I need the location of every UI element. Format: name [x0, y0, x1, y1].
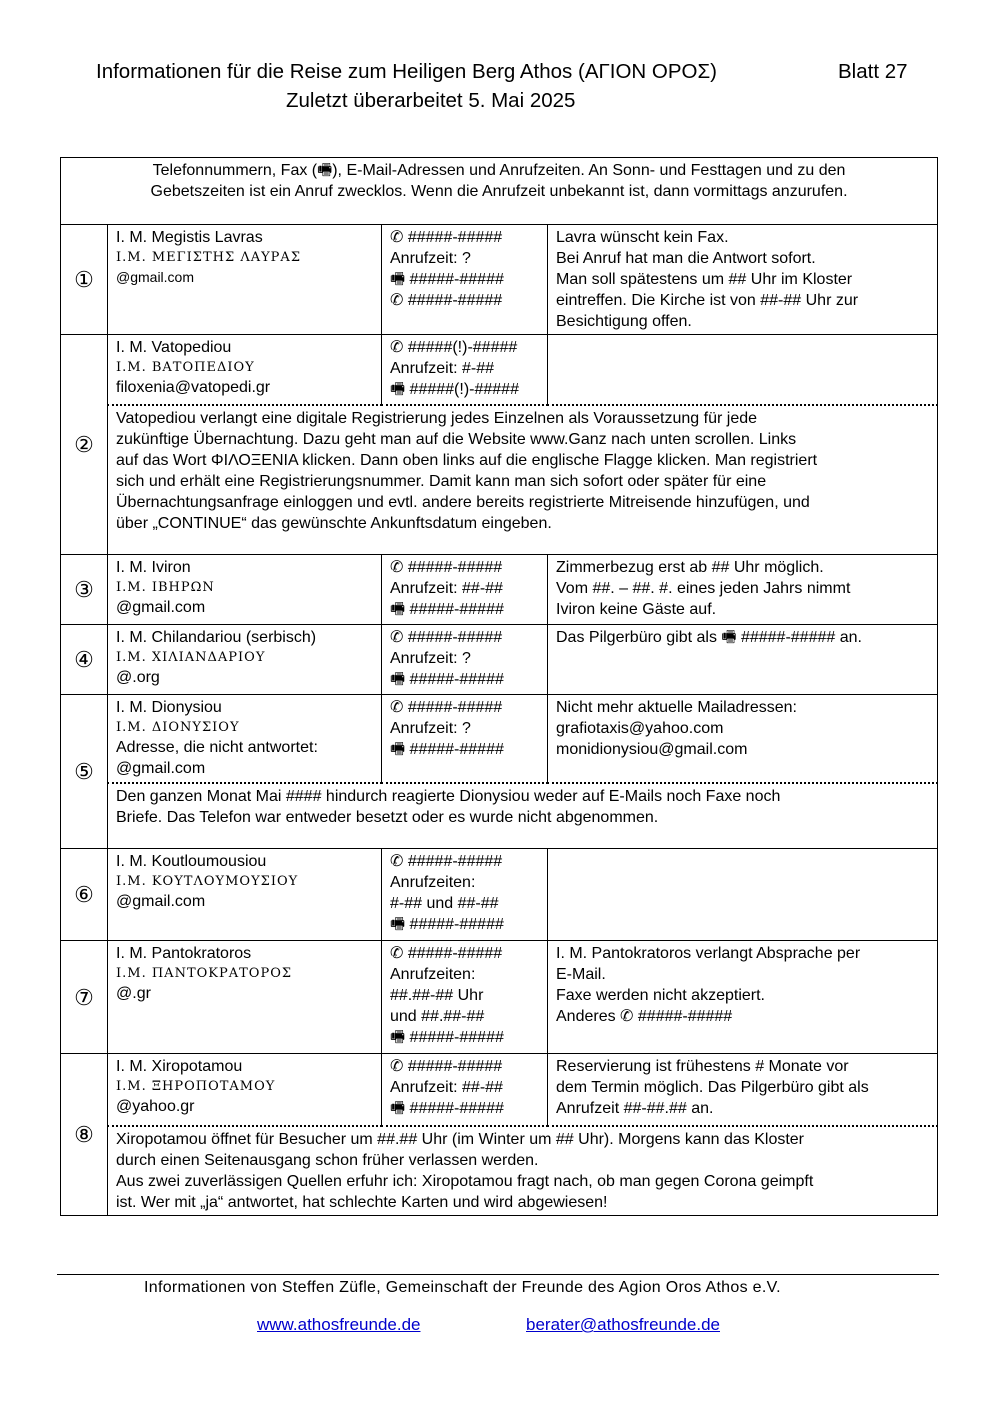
- monastery-greek-name: Ι.Μ. ΞΗΡΟΠΟΤΑΜΟΥ: [116, 1079, 276, 1094]
- remarks-cell: [548, 335, 938, 405]
- note-line: Briefe. Das Telefon war entweder besetzt oder es wurde nicht abgenommen.: [116, 808, 659, 826]
- row-number: ①: [61, 225, 108, 335]
- monastery-greek-name: Ι.Μ. ΙΒΗΡΩΝ: [116, 580, 215, 595]
- sheet-number: Blatt 27: [838, 60, 908, 83]
- remark-line: Nicht mehr aktuelle Mailadressen:: [556, 699, 797, 716]
- row-number: ⑧: [61, 1054, 108, 1216]
- monastery-name-cell: [108, 225, 382, 335]
- remark-line: Man soll spätestens um ## Uhr im Kloster: [556, 271, 853, 288]
- monastery-name-cell: [108, 941, 382, 1054]
- monastery-name: I. M. Vatopediou: [116, 339, 232, 356]
- monastery-greek-name: Ι.Μ. ΚΟΥΤΛΟΥΜΟΥΣΙΟΥ: [116, 874, 299, 889]
- contact-cell: [382, 1054, 548, 1126]
- remark-line: Bei Anruf hat man die Antwort sofort.: [556, 250, 816, 267]
- remark-line: monidionysiou@gmail.com: [556, 741, 748, 758]
- monastery-email: @gmail.com: [116, 760, 206, 777]
- monastery-row: [61, 695, 938, 783]
- title-text: Informationen für die Reise zum Heiligen Berg Athos (ΑΓΙΟΝ ΟΡΟΣ): [96, 60, 717, 83]
- contact-line: Anrufzeit: ?: [390, 250, 471, 267]
- note-line: zukünftige Übernachtung. Dazu geht man auf die Website www.Ganz nach unten scrollen. Links: [116, 430, 797, 448]
- contact-cell: [382, 695, 548, 783]
- intro-line-1: Telefonnummern, Fax (🖷), E-Mail-Adressen und Anrufzeiten. An Sonn- und Festtagen und zu den: [152, 162, 846, 179]
- monastery-email: @yahoo.gr: [116, 1098, 195, 1115]
- monastery-greek-name: Ι.Μ. ΒΑΤΟΠΕΔΙΟΥ: [116, 360, 255, 375]
- remarks-cell: [548, 1054, 938, 1126]
- monastery-name-cell: [108, 849, 382, 941]
- remark-line: Das Pilgerbüro gibt als 🖷 #####-##### an.: [556, 629, 862, 646]
- contact-line: ##.##-## Uhr: [390, 987, 484, 1004]
- note-row: [61, 783, 938, 849]
- remark-line: E-Mail.: [556, 966, 606, 983]
- contact-line: ✆ #####-#####: [390, 853, 503, 870]
- note-line: auf das Wort ΦΙΛΟΞΕΝΙΑ klicken. Dann oben links auf die englische Flagge klicken. Man registriert: [116, 451, 818, 469]
- page-title: [96, 60, 908, 84]
- footer-divider: [57, 1274, 939, 1275]
- monastery-name-cell: [108, 335, 382, 405]
- monastery-name: I. M. Dionysiou: [116, 699, 222, 716]
- contact-line: 🖷 #####-#####: [390, 1100, 504, 1117]
- monastery-email: @.gr: [116, 985, 151, 1002]
- monastery-name: I. M. Iviron: [116, 559, 191, 576]
- monastery-email: @gmail.com: [116, 893, 206, 910]
- note-line: Vatopediou verlangt eine digitale Registrierung jedes Einzelnen als Voraussetzung für jede: [116, 409, 758, 427]
- note-line: über „CONTINUE“ das gewünschte Ankunftsdatum eingeben.: [116, 514, 552, 532]
- monastery-row: [61, 1054, 938, 1126]
- contact-cell: [382, 941, 548, 1054]
- monastery-email: @.org: [116, 669, 160, 686]
- contact-line: 🖷 #####-#####: [390, 741, 504, 758]
- monastery-greek-name: Ι.Μ. ΜΕΓΙΣΤΗΣ ΛΑΥΡΑΣ: [116, 250, 302, 265]
- note-line: sich und erhält eine Registrierungsnummer. Damit kann man sich sofort oder später für eine: [116, 472, 767, 490]
- remarks-cell: [548, 941, 938, 1054]
- row-number: ③: [61, 555, 108, 625]
- monastery-greek-name: Ι.Μ. ΔΙΟΝΥΣΙΟΥ: [116, 720, 240, 735]
- contact-line: Anrufzeit: #-##: [390, 360, 495, 377]
- last-updated: Zuletzt überarbeitet 5. Mai 2025: [286, 89, 576, 112]
- monastery-email: @gmail.com: [116, 269, 195, 285]
- monastery-row: [61, 225, 938, 335]
- contact-line: 🖷 #####-#####: [390, 601, 504, 618]
- row-number: ⑥: [61, 849, 108, 941]
- footer-text: Informationen von Steffen Züfle, Gemeinschaft der Freunde des Agion Oros Athos e.V.: [144, 1279, 781, 1296]
- monastery-name: I. M. Megistis Lavras: [116, 229, 263, 246]
- remarks-cell: [548, 625, 938, 695]
- remark-line: Anderes ✆ #####-#####: [556, 1008, 733, 1025]
- contact-table: [60, 157, 938, 1216]
- monastery-email: @gmail.com: [116, 599, 206, 616]
- contact-line: und ##.##-##: [390, 1008, 485, 1025]
- remarks-cell: [548, 555, 938, 625]
- contact-line: ✆ #####-#####: [390, 292, 503, 309]
- contact-line: ✆ #####-#####: [390, 699, 503, 716]
- remarks-cell: [548, 849, 938, 941]
- contact-line: ✆ #####-#####: [390, 945, 503, 962]
- note-row: [61, 1126, 938, 1216]
- contact-line: ✆ #####-#####: [390, 559, 503, 576]
- note-row: [61, 405, 938, 555]
- note-line: durch einen Seitenausgang schon früher verlassen werden.: [116, 1151, 539, 1169]
- monastery-email: filoxenia@vatopedi.gr: [116, 379, 271, 396]
- monastery-name-cell: [108, 625, 382, 695]
- contact-line: Anrufzeiten:: [390, 966, 476, 983]
- remark-line: I. M. Pantokratoros verlangt Absprache per: [556, 945, 861, 962]
- monastery-row: [61, 555, 938, 625]
- contact-line: Anrufzeit: ?: [390, 650, 471, 667]
- contact-line: ✆ #####-#####: [390, 229, 503, 246]
- contact-line: 🖷 #####-#####: [390, 1029, 504, 1046]
- intro-row: [61, 158, 938, 225]
- contact-cell: [382, 335, 548, 405]
- contact-line: 🖷 #####(!)-#####: [390, 381, 519, 398]
- remark-line: Faxe werden nicht akzeptiert.: [556, 987, 765, 1004]
- note-cell: [108, 783, 938, 849]
- contact-line: Anrufzeiten:: [390, 874, 476, 891]
- remark-line: grafiotaxis@yahoo.com: [556, 720, 724, 737]
- monastery-row: [61, 625, 938, 695]
- remark-line: Besichtigung offen.: [556, 313, 692, 330]
- contact-line: ✆ #####-#####: [390, 1058, 503, 1075]
- contact-line: Anrufzeit: ?: [390, 720, 471, 737]
- contact-cell: [382, 849, 548, 941]
- intro-cell: [61, 158, 938, 225]
- contact-cell: [382, 555, 548, 625]
- note-line: Aus zwei zuverlässigen Quellen erfuhr ich: Xiropotamou fragt nach, ob man gegen Corona geimpft: [116, 1172, 814, 1190]
- monastery-name: I. M. Chilandariou (serbisch): [116, 629, 317, 646]
- monastery-name: I. M. Koutloumousiou: [116, 853, 267, 870]
- email-link[interactable]: berater@athosfreunde.de: [526, 1315, 720, 1334]
- remark-line: Anrufzeit ##-##.## an.: [556, 1100, 714, 1117]
- monastery-greek-name: Ι.Μ. ΧΙΛΙΑΝΔΑΡΙΟΥ: [116, 650, 266, 665]
- monastery-row: [61, 849, 938, 941]
- monastery-name-cell: [108, 555, 382, 625]
- contact-line: ✆ #####(!)-#####: [390, 339, 518, 356]
- note-line: Xiropotamou öffnet für Besucher um ##.## Uhr (im Winter um ## Uhr). Morgens kann das Kloster: [116, 1130, 805, 1148]
- contact-line: Anrufzeit: ##-##: [390, 1079, 503, 1096]
- remark-line: Lavra wünscht kein Fax.: [556, 229, 729, 246]
- monastery-name-cell: [108, 1054, 382, 1126]
- row-number: ⑦: [61, 941, 108, 1054]
- contact-line: 🖷 #####-#####: [390, 271, 504, 288]
- contact-cell: [382, 625, 548, 695]
- contact-cell: [382, 225, 548, 335]
- remark-line: Reservierung ist frühestens # Monate vor: [556, 1058, 849, 1075]
- note-cell: [108, 405, 938, 555]
- remark-line: Iviron keine Gäste auf.: [556, 601, 717, 618]
- note-line: ist. Wer mit „ja“ antwortet, hat schlechte Karten und wird abgewiesen!: [116, 1193, 608, 1211]
- monastery-name: I. M. Pantokratoros: [116, 945, 252, 962]
- remarks-cell: [548, 225, 938, 335]
- remark-line: Zimmerbezug erst ab ## Uhr möglich.: [556, 559, 824, 576]
- row-number: ②: [61, 335, 108, 555]
- email-note: Adresse, die nicht antwortet:: [116, 739, 318, 756]
- remark-line: eintreffen. Die Kirche ist von ##-## Uhr zur: [556, 292, 859, 309]
- contact-line: #-## und ##-##: [390, 895, 499, 912]
- monastery-greek-name: Ι.Μ. ΠΑΝΤΟΚΡΑΤΟΡΟΣ: [116, 966, 293, 981]
- monastery-row: [61, 335, 938, 405]
- contact-line: Anrufzeit: ##-##: [390, 580, 503, 597]
- remarks-cell: [548, 695, 938, 783]
- note-cell: [108, 1126, 938, 1216]
- monastery-row: [61, 941, 938, 1054]
- intro-line-2: Gebetszeiten ist ein Anruf zwecklos. Wenn die Anrufzeit unbekannt ist, dann vormittags anzurufen.: [150, 183, 848, 200]
- remark-line: Vom ##. – ##. #. eines jeden Jahrs nimmt: [556, 580, 851, 597]
- remark-line: dem Termin möglich. Das Pilgerbüro gibt als: [556, 1079, 869, 1096]
- monastery-name: I. M. Xiropotamou: [116, 1058, 243, 1075]
- note-line: Übernachtungsanfrage einloggen und evtl. andere bereits registrierte Mitreisende hinzufügen, und: [116, 493, 810, 511]
- contact-line: ✆ #####-#####: [390, 629, 503, 646]
- website-link[interactable]: www.athosfreunde.de: [257, 1315, 421, 1334]
- row-number: ④: [61, 625, 108, 695]
- monastery-name-cell: [108, 695, 382, 783]
- note-line: Den ganzen Monat Mai #### hindurch reagierte Dionysiou weder auf E-Mails noch Faxe noch: [116, 787, 781, 805]
- row-number: ⑤: [61, 695, 108, 849]
- contact-line: 🖷 #####-#####: [390, 671, 504, 688]
- contact-line: 🖷 #####-#####: [390, 916, 504, 933]
